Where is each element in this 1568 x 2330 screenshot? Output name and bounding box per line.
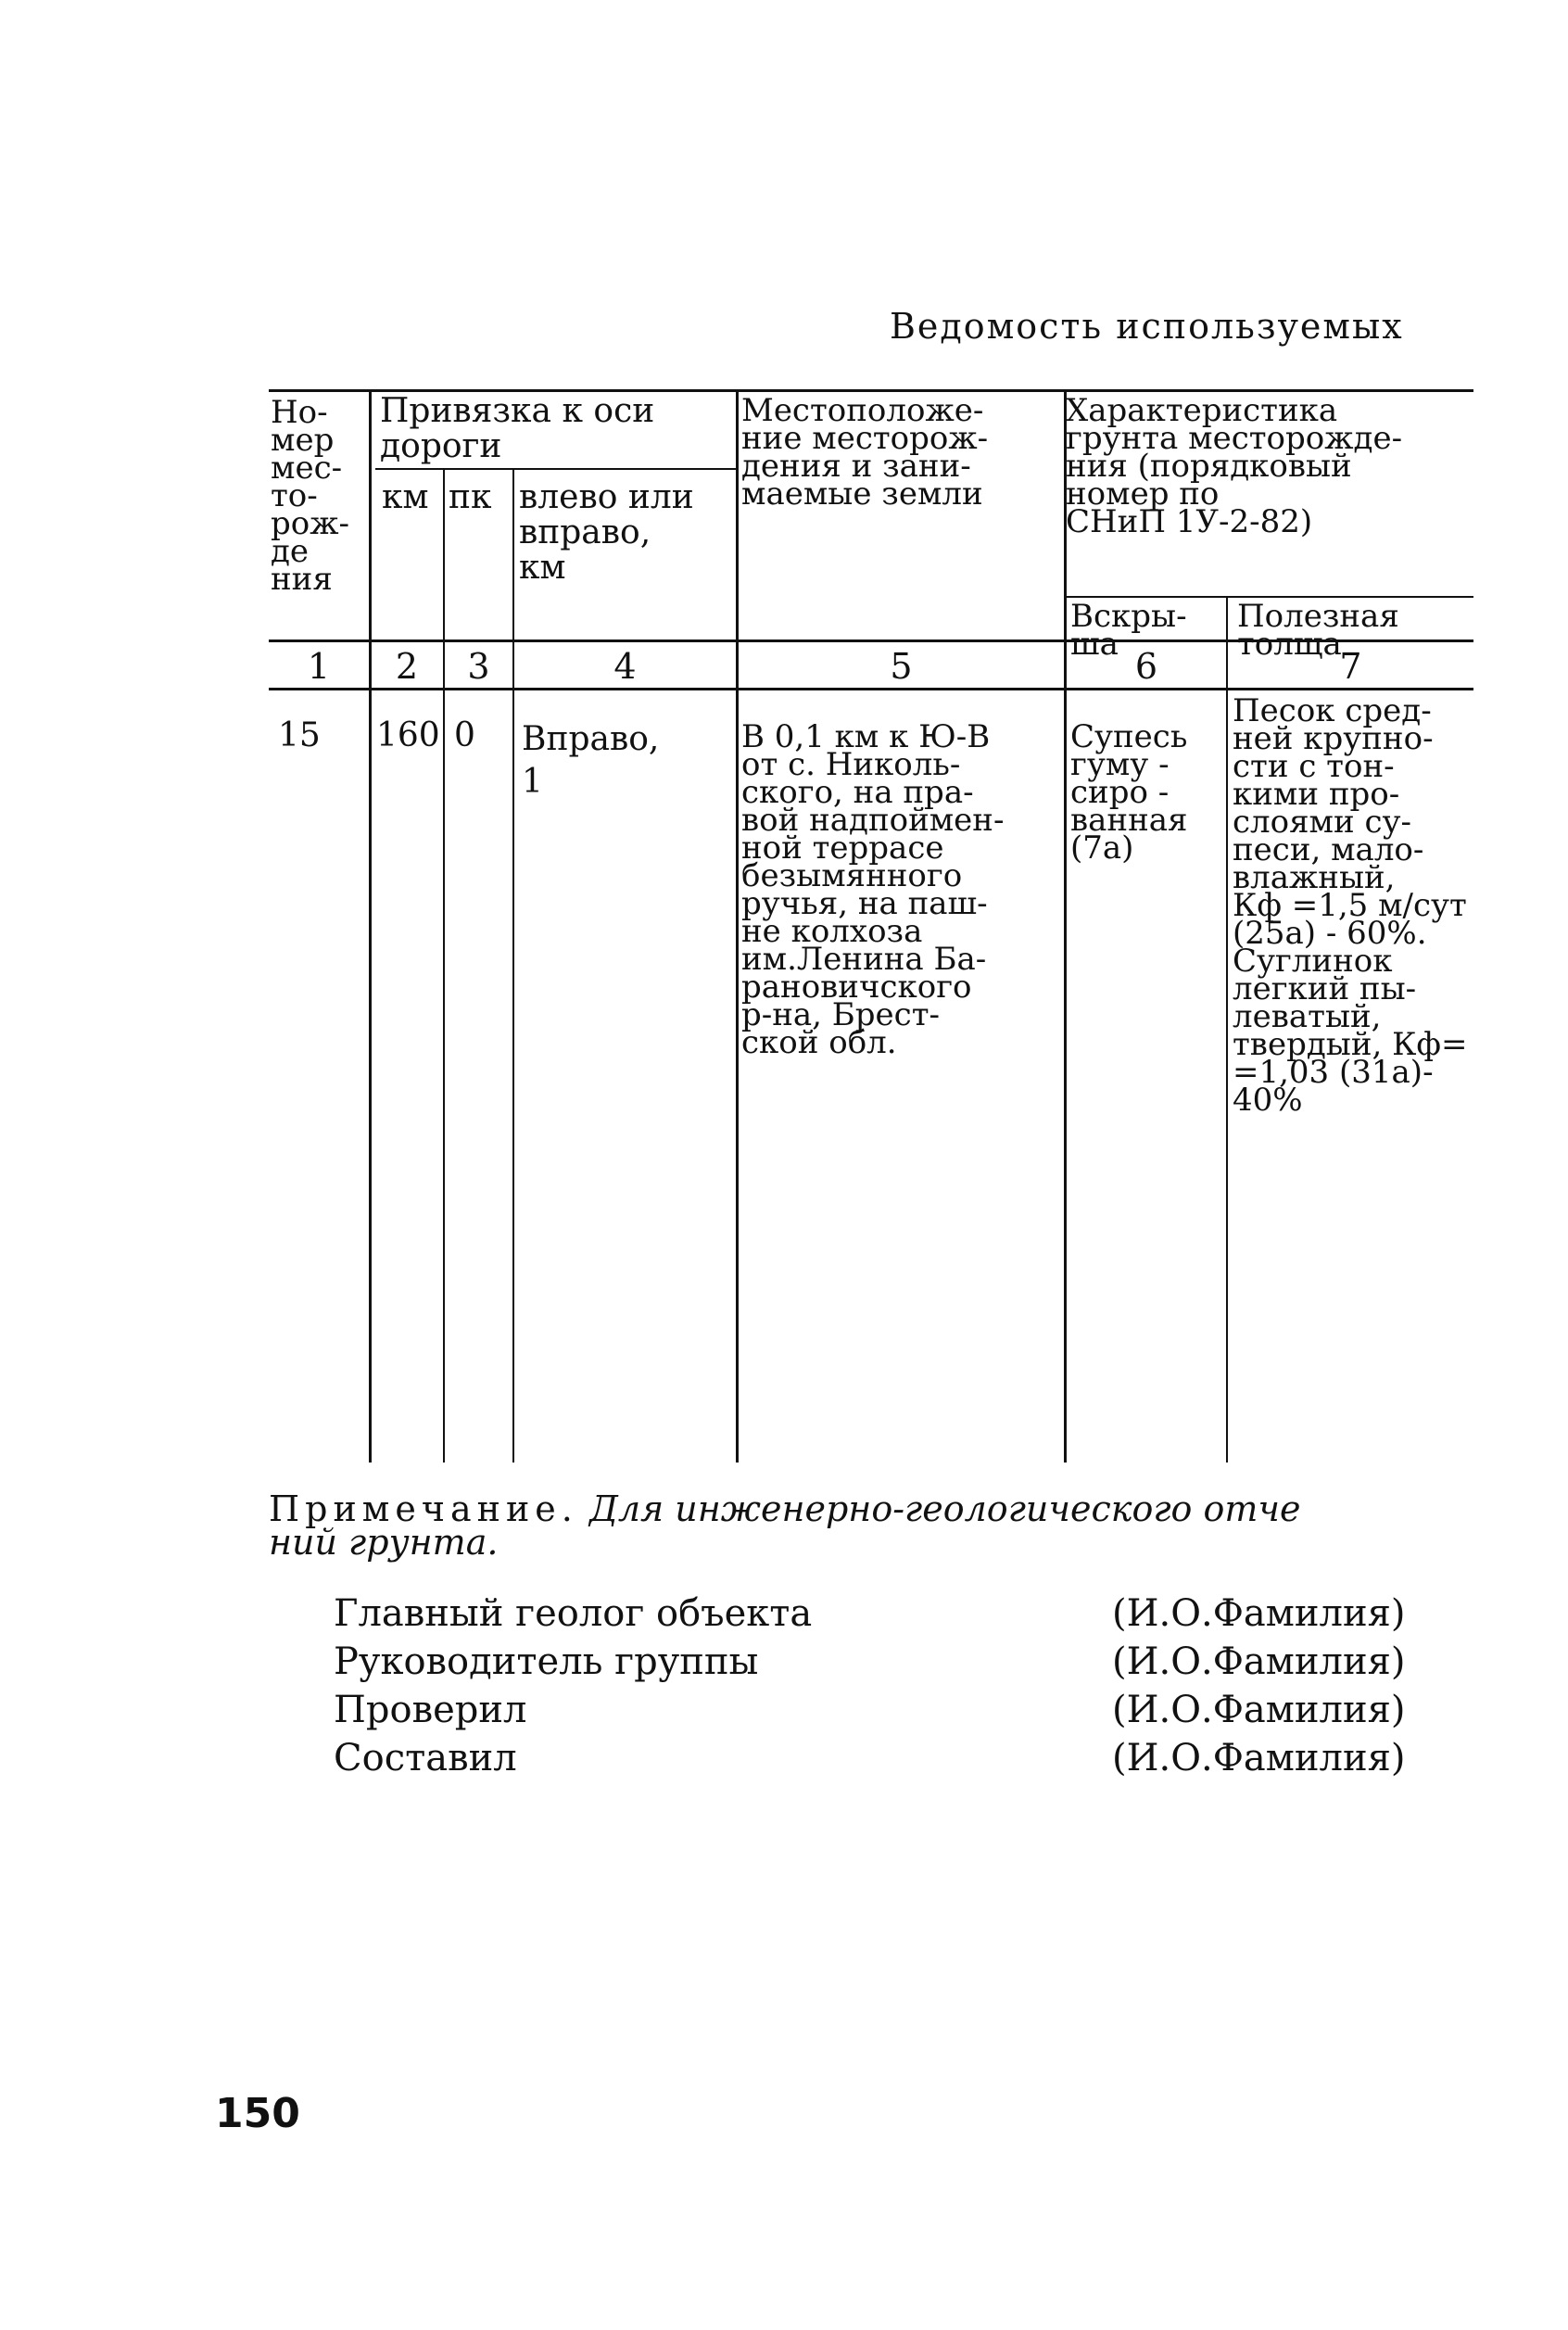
note-text: Для инженерно-геологического отче [588,1488,1301,1529]
binding-subheader-rule [375,468,737,470]
header-location: Местоположе- ние месторож- дения и зани- маемые земли [741,392,989,513]
header-left-right: влево или вправо, км [519,478,694,587]
row-number: 15 [278,716,321,754]
header-soil-group: Характеристика грунта месторожде- ния (порядковый номер по СНиП 1У-2-82) [1066,392,1403,540]
row-side: Вправо, 1 [522,720,660,801]
vline-4 [736,389,739,1463]
signature-role: Проверил [334,1689,527,1731]
note-label: Примечание. [269,1488,578,1529]
vline-5 [1064,389,1067,1463]
column-number: 1 [307,646,331,687]
row-useful-layer: Песок сред- ней крупно- сти с тон- кими про- слоями су- песи, мало- влажный, Кф =1,5 м/сут (25а) - 60%. Суглинок легкий пы- леватый, твердый, Кф= =1,03 (31а)- 40% [1233,692,1468,1119]
signature-name: (И.О.Фамилия) [1112,1592,1406,1635]
header-useful-layer: Полезная толща [1237,598,1399,663]
header-binding-group: Привязка к оси дороги [380,392,655,465]
row-pk: 0 [454,716,475,754]
row-overburden: Супесь гуму - сиро - ванная (7а) [1070,718,1188,867]
page-number: 150 [215,2090,300,2137]
signature-role: Составил [334,1737,517,1779]
header-pk: пк [449,478,492,516]
document-title: Ведомость используемых [890,306,1404,347]
numbers-bottom-rule [269,688,1473,690]
column-number: 7 [1339,646,1362,687]
row-location: В 0,1 км к Ю-В от с. Николь- ского, на пра- вой надпоймен- ной террасе безымянного ручья, на паш- не колхоза им.Ленина Ба- рановичского р-на, Брест- ской обл. [741,718,1005,1061]
column-number: 3 [467,646,490,687]
signature-name: (И.О.Фамилия) [1112,1737,1406,1779]
column-number: 5 [890,646,913,687]
column-number: 2 [395,646,419,687]
column-number: 4 [613,646,637,687]
header-deposit-number: Но- мер мес- то- рож- де ния [271,394,349,598]
vline-1 [369,389,372,1463]
column-number: 6 [1134,646,1158,687]
signature-role: Главный геолог объекта [334,1592,813,1635]
header-overburden: Вскры- ша [1070,598,1187,663]
signature-name: (И.О.Фамилия) [1112,1640,1406,1683]
row-km: 160 [376,716,440,754]
signature-role: Руководитель группы [334,1640,759,1683]
vline-2 [443,468,445,1463]
vline-6 [1226,596,1228,1463]
signature-name: (И.О.Фамилия) [1112,1689,1406,1731]
note [269,1488,1511,1563]
note-text-continued: ний грунта. [269,1522,499,1563]
header-km: км [382,478,429,516]
vline-3 [512,468,514,1463]
